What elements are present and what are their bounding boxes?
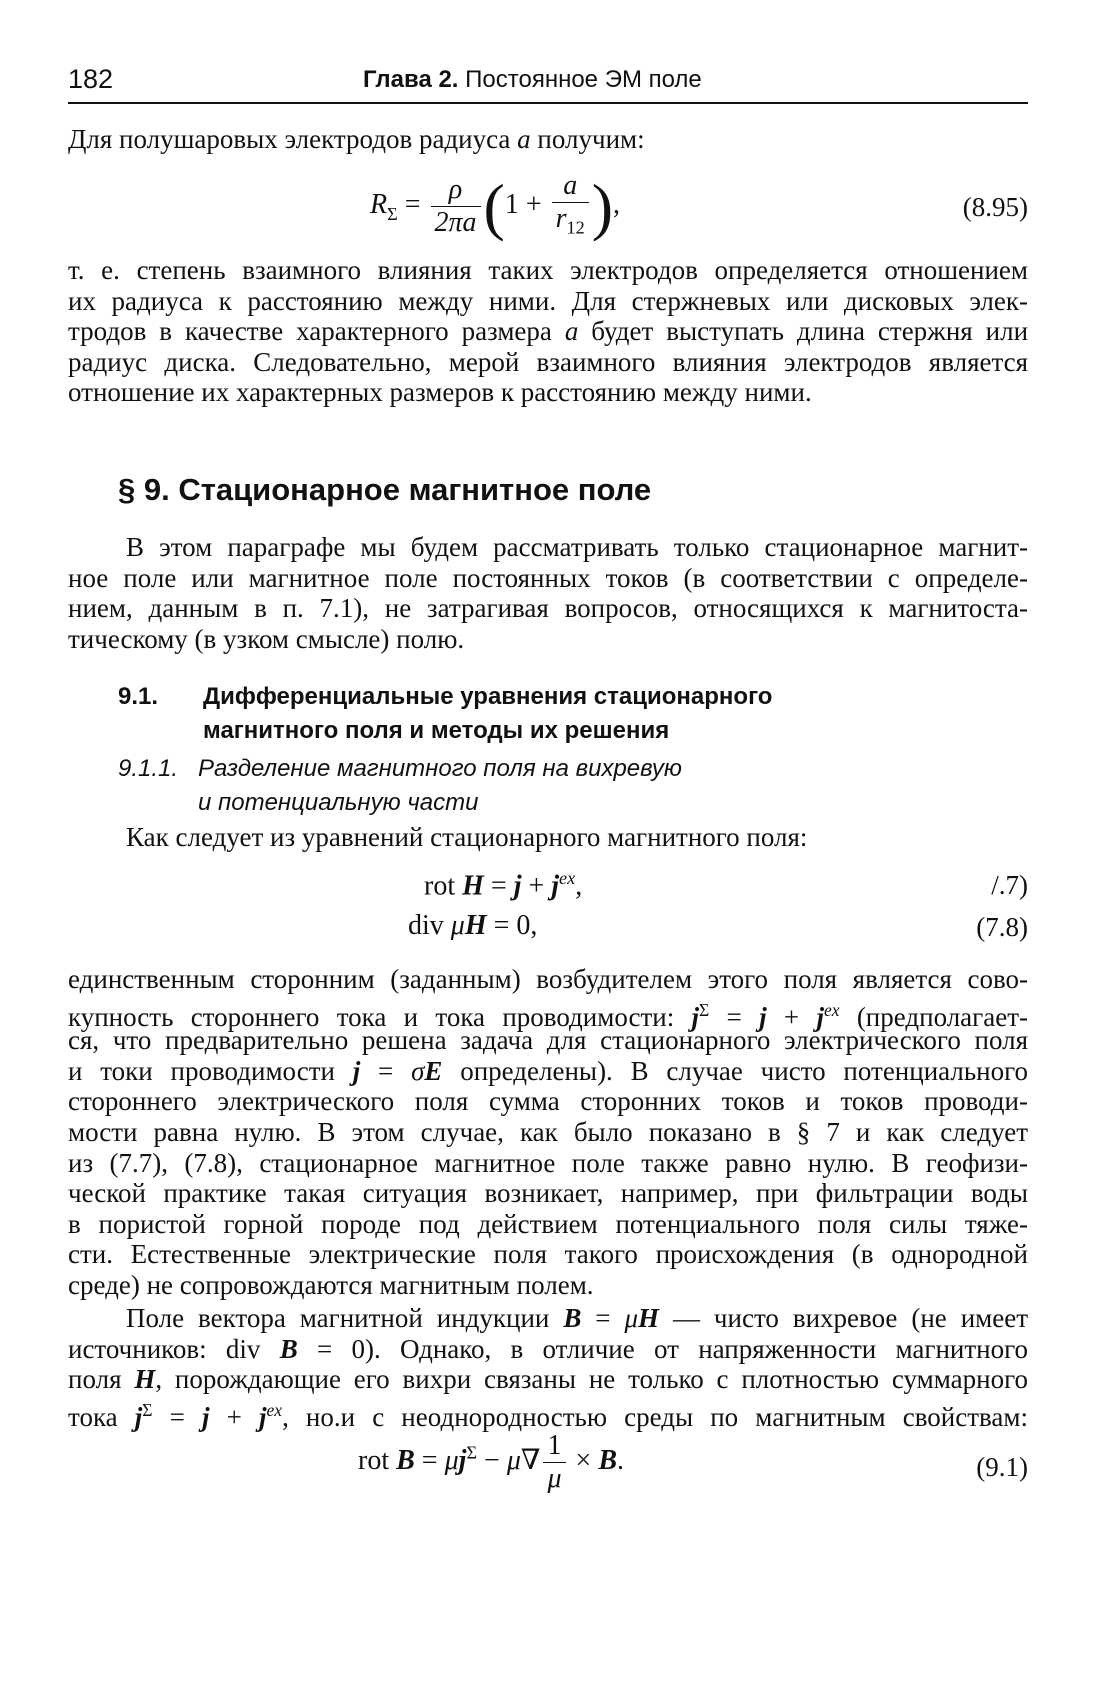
page-number: 182 — [68, 64, 114, 94]
intro-paragraph: Для полушаровых электродов радиуса a получим: — [68, 124, 645, 154]
equation-7-7: rot $H = j + j^{ex}$, /.7) — [424, 868, 1028, 902]
equation-7-8: div μH = 0, (7.8) — [408, 910, 1028, 942]
equation-9-1: rot $B = \mu j^\Sigma - \mu\nabla$ $\frac{1}{\mu}$ × B. (9.1) — [358, 1430, 1028, 1494]
chapter-title — [363, 66, 702, 94]
equation-8-95: $R_\Sigma$ = $\frac{\rho}{2\pi a}$ (1 + $\frac{a}{r_{12}}$ ), (8.95) — [370, 170, 1028, 242]
subsubsection-title: 9.1.1. Разделение магнитного поля на вихревую и потенциальную части — [118, 755, 682, 816]
paragraph-5: Поле вектора магнитной индукции B = μH — чисто вихревое (не имеет источников: div B = 0). Однако, в отличие от напряженности магнитного поля H, порождающие его вихри связаны не только с плотностью суммарного тока $j^\Sigma = j + j^{ex}$, но.и с неоднородностью среды по магнитным свойствам: — [68, 1303, 1029, 1432]
paragraph-3: Как следует из уравнений стационарного магнитного поля: — [126, 822, 808, 852]
fraction-one-over-mu: $\frac{1}{\mu}$ — [543, 1430, 565, 1495]
page — [68, 0, 1028, 1684]
section-title: § 9. Стационарное магнитное поле — [118, 472, 652, 507]
equation-number: /.7) — [991, 870, 1028, 900]
chapter-name: Постоянное ЭМ поле — [465, 66, 702, 93]
fraction-a-r12: $\frac{a}{r_{12}}$ — [552, 170, 589, 244]
chapter-label: Глава 2. — [363, 66, 459, 93]
paragraph-1: т. е. степень взаимного влияния таких электродов определяется отношением их радиуса к расстоянию между ними. Для стержневых или дисковых элек- тродов в качестве характерного размера a будет выступать длина стержня или радиус диска. Следовательно, мерой взаимного влияния электродов является отношение их характерных размеров к расстоянию между ними. — [68, 255, 1029, 408]
fraction-rho: $\frac{\rho}{2\pi a}$ — [431, 174, 481, 239]
paragraph-2: В этом параграфе мы будем рассматривать только стационарное магнит- ное поле или магнитное поле постоянных токов (в соответствии с определе- нием, данным в п. 7.1), не затрагивая вопросов, относящихся к магнитоста- тическому (в узком смысле) полю. — [68, 532, 1028, 654]
equation-number: (9.1) — [976, 1452, 1028, 1482]
equation-number: (7.8) — [976, 912, 1028, 942]
intro-text: Для полушаровых электродов радиуса — [68, 124, 511, 154]
paragraph-4: единственным сторонним (заданным) возбудителем этого поля является сово- купность стороннего тока и тока проводимости: $j^\Sigma = j + j^{ex}$ (предполагает- ся, что предварительно решена задача для стационарного электрического поля и токи проводимости j = σE определены). В случае чисто потенциального стороннего электрического поля сумма сторонних токов и токов проводи- мости равна нулю. В этом случае, как было показано в § 7 и как следует из (7.7), (7.8), стационарное магнитное поле также равно нулю. В геофизи- ческой практике такая ситуация возникает, например, при фильтрации воды в пористой горной породе под действием потенциального поля силы тяже- сти. Естественные электрические поля такого происхождения (в однородной среде) не сопровождаются магнитным полем. — [68, 964, 1029, 1300]
subsection-title: 9.1. Дифференциальные уравнения стационарного магнитного поля и методы их решения — [118, 683, 773, 744]
running-head — [68, 62, 1028, 104]
equation-number: (8.95) — [962, 192, 1028, 222]
